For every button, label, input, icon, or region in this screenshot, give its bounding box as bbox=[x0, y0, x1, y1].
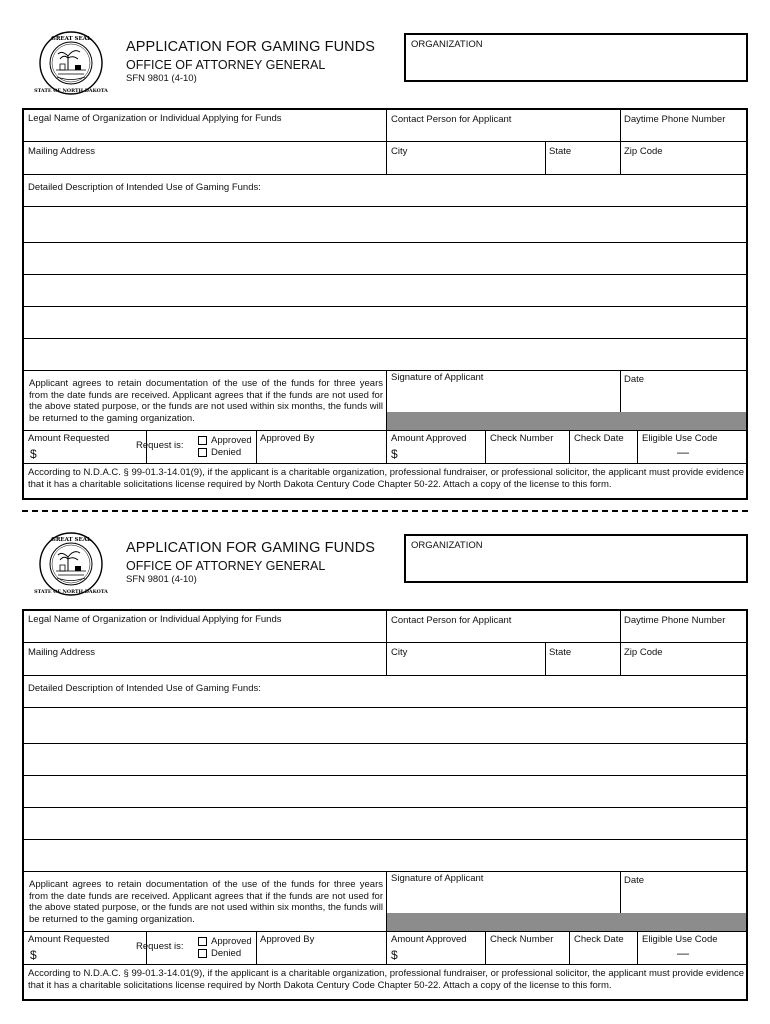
organization-field[interactable] bbox=[404, 534, 748, 583]
check-date-field[interactable]: Check Date bbox=[574, 934, 624, 945]
approved-checkbox[interactable] bbox=[198, 436, 207, 445]
daytime-phone-field[interactable]: Daytime Phone Number bbox=[624, 114, 726, 125]
city-field[interactable]: City bbox=[391, 647, 408, 658]
date-field[interactable]: Date bbox=[624, 374, 645, 385]
signature-field[interactable]: Signature of Applicant bbox=[391, 372, 484, 383]
state-seal-icon bbox=[34, 30, 108, 96]
city-field[interactable]: City bbox=[391, 146, 408, 157]
form-title: APPLICATION FOR GAMING FUNDS bbox=[126, 540, 376, 556]
description-label: Detailed Description of Intended Use of Gaming Funds: bbox=[28, 182, 261, 193]
license-notice: According to N.D.A.C. § 99-01.3-14.01(9), if the applicant is a charitable organization, professional fundraiser, or professional solicitor, the applicant must provide evidence that it has a charitable solicitations license required by North Dakota Century Code Chapter 50-22. Attach a copy of the license to this form. bbox=[28, 467, 745, 490]
denied-label: Denied bbox=[211, 948, 242, 959]
approved-by-field[interactable]: Approved By bbox=[260, 433, 315, 444]
description-lines[interactable] bbox=[24, 207, 746, 370]
form-copy-top bbox=[0, 0, 770, 501]
organization-label: ORGANIZATION bbox=[411, 540, 483, 551]
seal-top-text: GREAT SEAL bbox=[51, 36, 91, 42]
approved-label: Approved bbox=[211, 936, 252, 947]
approved-by-field[interactable]: Approved By bbox=[260, 934, 315, 945]
denied-checkbox[interactable] bbox=[198, 949, 207, 958]
eligible-use-code-dash: — bbox=[677, 946, 689, 960]
request-is-label: Request is: bbox=[136, 440, 184, 451]
check-number-field[interactable]: Check Number bbox=[490, 433, 554, 444]
amount-approved-dollar: $ bbox=[391, 447, 398, 461]
state-seal-icon bbox=[34, 531, 108, 597]
state-field[interactable]: State bbox=[549, 146, 572, 157]
amount-requested-field[interactable]: Amount Requested bbox=[28, 433, 110, 444]
amount-requested-dollar: $ bbox=[30, 948, 37, 962]
eligible-use-code-field[interactable]: Eligible Use Code bbox=[642, 433, 718, 444]
amount-approved-field[interactable]: Amount Approved bbox=[391, 433, 467, 444]
legal-name-field[interactable]: Legal Name of Organization or Individual Applying for Funds bbox=[28, 113, 282, 124]
check-date-field[interactable]: Check Date bbox=[574, 433, 624, 444]
amount-approved-dollar: $ bbox=[391, 948, 398, 962]
request-is-label: Request is: bbox=[136, 941, 184, 952]
form-subtitle: OFFICE OF ATTORNEY GENERAL bbox=[126, 58, 326, 72]
application-form-table bbox=[22, 609, 748, 1001]
organization-field[interactable] bbox=[404, 33, 748, 82]
zip-code-field[interactable]: Zip Code bbox=[624, 647, 663, 658]
denied-label: Denied bbox=[211, 447, 242, 458]
description-lines[interactable] bbox=[24, 708, 746, 871]
seal-bottom-text: STATE OF NORTH DAKOTA bbox=[34, 589, 108, 595]
mailing-address-field[interactable]: Mailing Address bbox=[28, 146, 96, 157]
agreement-text: Applicant agrees to retain documentation of the use of the funds for three years from the date funds are received. Applicant agrees that if the funds are not used for the above stated purpose, or the funds are not used within six months, the funds will be returned to the gaming organization. bbox=[29, 879, 383, 925]
denied-checkbox[interactable] bbox=[198, 448, 207, 457]
amount-approved-field[interactable]: Amount Approved bbox=[391, 934, 467, 945]
application-form-table bbox=[22, 108, 748, 500]
organization-label: ORGANIZATION bbox=[411, 39, 483, 50]
check-number-field[interactable]: Check Number bbox=[490, 934, 554, 945]
eligible-use-code-field[interactable]: Eligible Use Code bbox=[642, 934, 718, 945]
form-number: SFN 9801 (4-10) bbox=[126, 574, 197, 585]
form-number: SFN 9801 (4-10) bbox=[126, 73, 197, 84]
daytime-phone-field[interactable]: Daytime Phone Number bbox=[624, 615, 726, 626]
form-copy-bottom bbox=[0, 501, 770, 1002]
seal-bottom-text: STATE OF NORTH DAKOTA bbox=[34, 88, 108, 94]
approved-label: Approved bbox=[211, 435, 252, 446]
contact-person-field[interactable]: Contact Person for Applicant bbox=[391, 114, 512, 125]
contact-person-field[interactable]: Contact Person for Applicant bbox=[391, 615, 512, 626]
seal-top-text: GREAT SEAL bbox=[51, 537, 91, 543]
eligible-use-code-dash: — bbox=[677, 445, 689, 459]
signature-field[interactable]: Signature of Applicant bbox=[391, 873, 484, 884]
zip-code-field[interactable]: Zip Code bbox=[624, 146, 663, 157]
license-notice: According to N.D.A.C. § 99-01.3-14.01(9), if the applicant is a charitable organization, professional fundraiser, or professional solicitor, the applicant must provide evidence that it has a charitable solicitations license required by North Dakota Century Code Chapter 50-22. Attach a copy of the license to this form. bbox=[28, 968, 745, 991]
mailing-address-field[interactable]: Mailing Address bbox=[28, 647, 96, 658]
approved-checkbox[interactable] bbox=[198, 937, 207, 946]
state-field[interactable]: State bbox=[549, 647, 572, 658]
form-title: APPLICATION FOR GAMING FUNDS bbox=[126, 39, 376, 55]
amount-requested-field[interactable]: Amount Requested bbox=[28, 934, 110, 945]
agreement-text: Applicant agrees to retain documentation of the use of the funds for three years from the date funds are received. Applicant agrees that if the funds are not used for the above stated purpose, or the funds are not used within six months, the funds will be returned to the gaming organization. bbox=[29, 378, 383, 424]
amount-requested-dollar: $ bbox=[30, 447, 37, 461]
description-label: Detailed Description of Intended Use of Gaming Funds: bbox=[28, 683, 261, 694]
legal-name-field[interactable]: Legal Name of Organization or Individual Applying for Funds bbox=[28, 614, 282, 625]
form-subtitle: OFFICE OF ATTORNEY GENERAL bbox=[126, 559, 326, 573]
date-field[interactable]: Date bbox=[624, 875, 645, 886]
